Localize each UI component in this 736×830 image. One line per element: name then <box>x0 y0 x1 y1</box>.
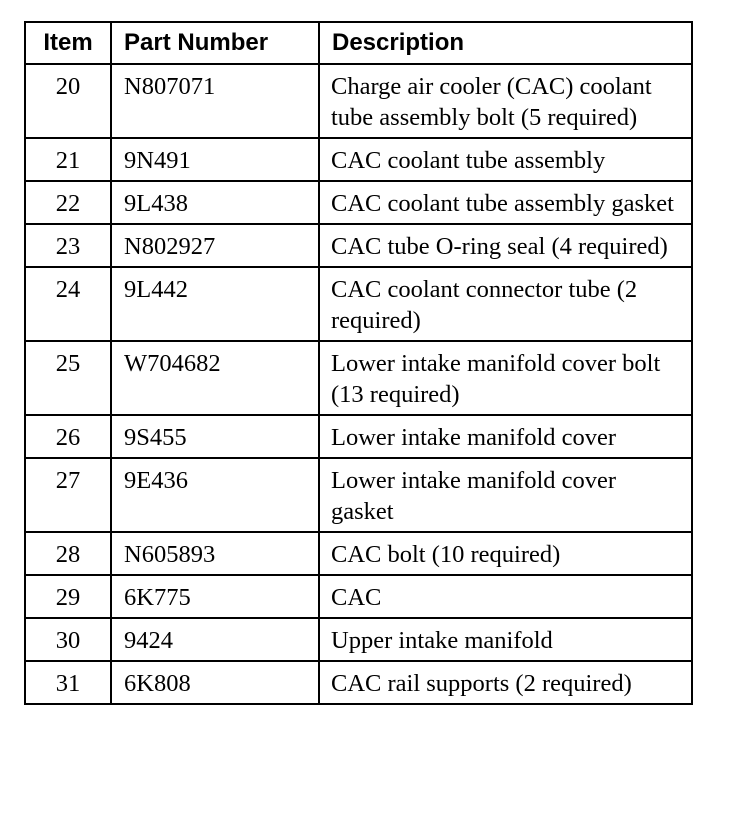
table-row <box>25 618 692 661</box>
table-row <box>25 64 692 138</box>
table-row <box>25 267 692 341</box>
cell-item: 23 <box>25 224 111 267</box>
cell-description: Charge air cooler (CAC) coolant tube assembly bolt (5 required) <box>319 64 692 138</box>
table-row <box>25 224 692 267</box>
column-header-description: Description <box>319 22 692 64</box>
table-row <box>25 575 692 618</box>
cell-description: CAC coolant tube assembly gasket <box>319 181 692 224</box>
cell-description: CAC coolant connector tube (2 required) <box>319 267 692 341</box>
table-row <box>25 138 692 181</box>
cell-part-number: 9S455 <box>111 415 319 458</box>
table-row <box>25 341 692 415</box>
parts-table <box>24 21 693 705</box>
cell-item: 21 <box>25 138 111 181</box>
cell-description: Lower intake manifold cover bolt (13 required) <box>319 341 692 415</box>
cell-description: Lower intake manifold cover <box>319 415 692 458</box>
cell-part-number: 6K808 <box>111 661 319 704</box>
cell-item: 29 <box>25 575 111 618</box>
cell-part-number: N605893 <box>111 532 319 575</box>
cell-item: 22 <box>25 181 111 224</box>
table-header <box>25 22 692 64</box>
cell-description: CAC coolant tube assembly <box>319 138 692 181</box>
cell-description: Upper intake manifold <box>319 618 692 661</box>
cell-part-number: 6K775 <box>111 575 319 618</box>
header-row <box>25 22 692 64</box>
cell-part-number: 9L442 <box>111 267 319 341</box>
cell-part-number: N807071 <box>111 64 319 138</box>
table-row <box>25 532 692 575</box>
cell-part-number: 9424 <box>111 618 319 661</box>
cell-part-number: N802927 <box>111 224 319 267</box>
cell-item: 27 <box>25 458 111 532</box>
cell-item: 20 <box>25 64 111 138</box>
cell-item: 24 <box>25 267 111 341</box>
cell-item: 30 <box>25 618 111 661</box>
cell-description: Lower intake manifold cover gasket <box>319 458 692 532</box>
column-header-part-number: Part Number <box>111 22 319 64</box>
cell-part-number: W704682 <box>111 341 319 415</box>
cell-item: 26 <box>25 415 111 458</box>
table-row <box>25 415 692 458</box>
cell-part-number: 9E436 <box>111 458 319 532</box>
cell-part-number: 9N491 <box>111 138 319 181</box>
table-body <box>25 64 692 704</box>
table-row <box>25 661 692 704</box>
cell-item: 28 <box>25 532 111 575</box>
cell-item: 31 <box>25 661 111 704</box>
cell-description: CAC rail supports (2 required) <box>319 661 692 704</box>
cell-description: CAC bolt (10 required) <box>319 532 692 575</box>
cell-description: CAC tube O-ring seal (4 required) <box>319 224 692 267</box>
cell-item: 25 <box>25 341 111 415</box>
cell-part-number: 9L438 <box>111 181 319 224</box>
table-row <box>25 458 692 532</box>
table-row <box>25 181 692 224</box>
cell-description: CAC <box>319 575 692 618</box>
column-header-item: Item <box>25 22 111 64</box>
